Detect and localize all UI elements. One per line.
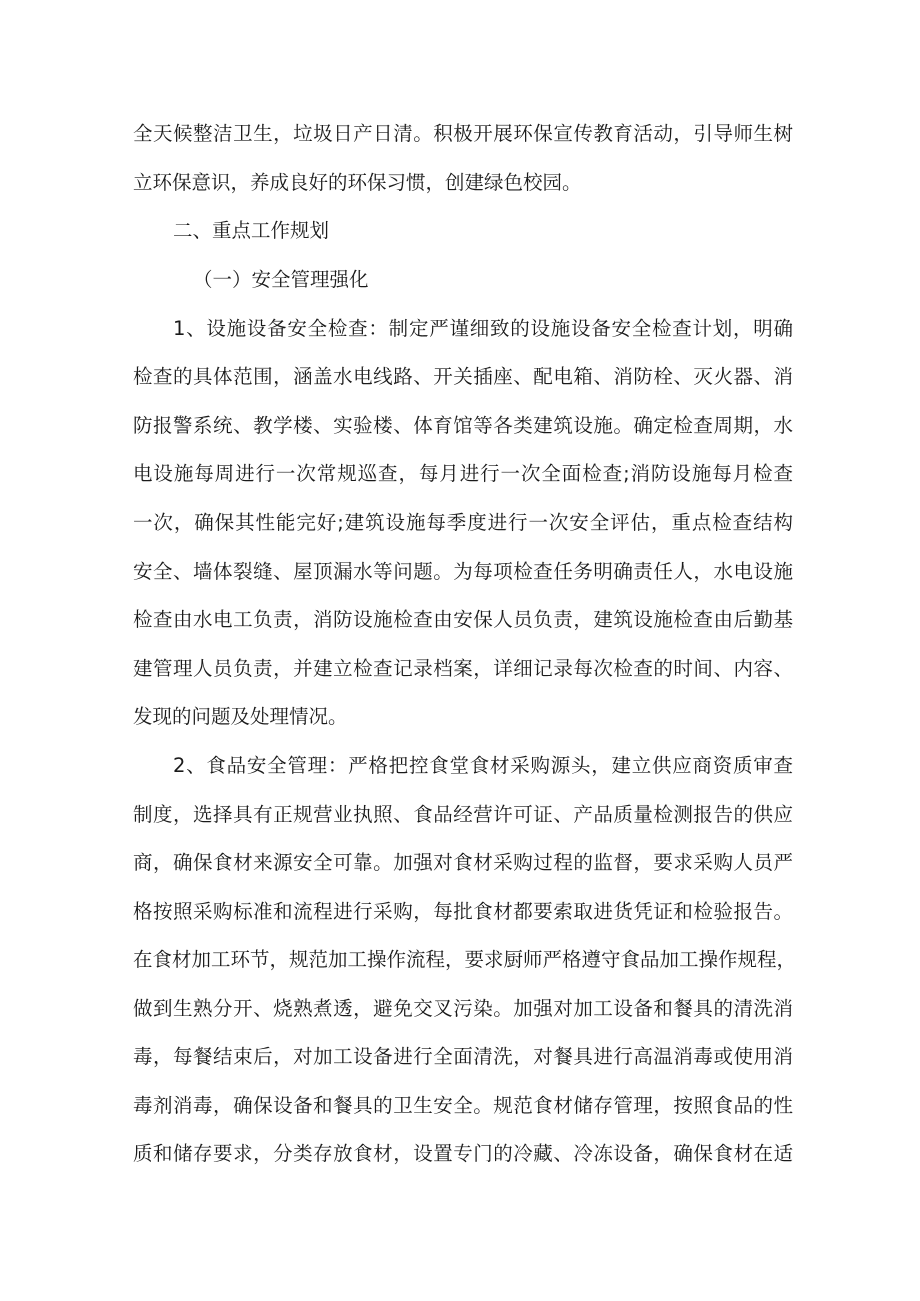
- paragraph-line: 1、设施设备安全检查：制定严谨细致的设施设备安全检查计划，明确: [173, 317, 793, 340]
- paragraph-line: 立环保意识，养成良好的环保习惯，创建绿色校园。: [133, 171, 582, 194]
- section-heading: 二、重点工作规划: [173, 219, 330, 242]
- paragraph-line: 检查由水电工负责，消防设施检查由安保人员负责，建筑设施检查由后勤基: [133, 608, 793, 631]
- paragraph-line: 在食材加工环节，规范加工操作流程，要求厨师严格遵守食品加工操作规程，: [133, 948, 797, 971]
- paragraph-line: 毒剂消毒，确保设备和餐具的卫生安全。规范食材储存管理，按照食品的性: [133, 1094, 793, 1117]
- paragraph-line: 防报警系统、教学楼、实验楼、体育馆等各类建筑设施。确定检查周期，水: [133, 414, 793, 437]
- paragraph-line: 电设施每周进行一次常规巡查，每月进行一次全面检查;消防设施每月检查: [133, 462, 793, 485]
- paragraph-line: 商，确保食材来源安全可靠。加强对食材采购过程的监督，要求采购人员严: [133, 851, 793, 874]
- paragraph-line: 2、食品安全管理：严格把控食堂食材采购源头，建立供应商资质审查: [173, 754, 793, 777]
- subsection-heading: （一）安全管理强化: [193, 268, 369, 291]
- paragraph-line: 一次，确保其性能完好;建筑设施每季度进行一次安全评估，重点检查结构: [133, 511, 793, 534]
- paragraph-line: 毒，每餐结束后，对加工设备进行全面清洗，对餐具进行高温消毒或使用消: [133, 1045, 793, 1068]
- paragraph-line: 质和储存要求，分类存放食材，设置专门的冷藏、冷冻设备，确保食材在适: [133, 1142, 793, 1165]
- paragraph-line: 制度，选择具有正规营业执照、食品经营许可证、产品质量检测报告的供应: [133, 803, 793, 826]
- paragraph-line: 全天候整洁卫生，垃圾日产日清。积极开展环保宣传教育活动，引导师生树: [133, 122, 793, 145]
- paragraph-line: 格按照采购标准和流程进行采购，每批食材都要索取进货凭证和检验报告。: [133, 900, 793, 923]
- paragraph-line: 安全、墙体裂缝、屋顶漏水等问题。为每项检查任务明确责任人，水电设施: [133, 560, 793, 583]
- paragraph-line: 发现的问题及处理情况。: [133, 705, 348, 728]
- paragraph-line: 建管理人员负责，并建立检查记录档案，详细记录每次检查的时间、内容、: [133, 657, 793, 680]
- paragraph-line: 检查的具体范围，涵盖水电线路、开关插座、配电箱、消防栓、灭火器、消: [133, 365, 793, 388]
- paragraph-line: 做到生熟分开、烧熟煮透，避免交叉污染。加强对加工设备和餐具的清洗消: [133, 997, 793, 1020]
